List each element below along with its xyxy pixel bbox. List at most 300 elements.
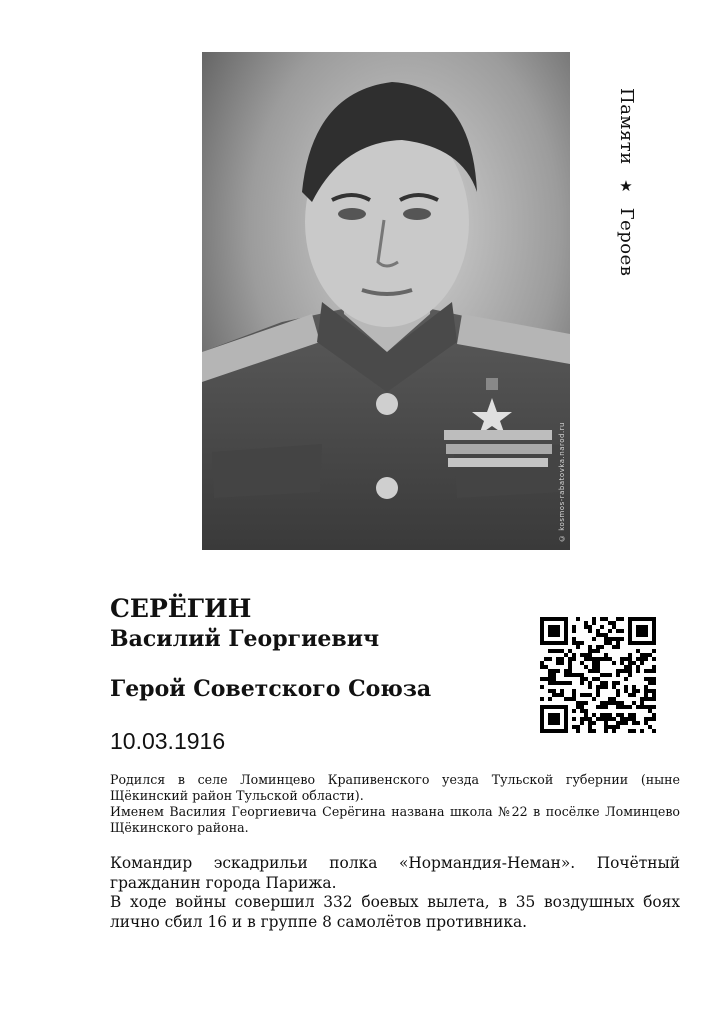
qr-module	[572, 629, 576, 633]
qr-module	[568, 661, 572, 665]
qr-module	[652, 677, 656, 681]
qr-module	[568, 649, 572, 653]
portrait-photo	[202, 52, 570, 550]
qr-module	[592, 621, 596, 625]
qr-module	[544, 705, 548, 709]
qr-module	[652, 617, 656, 621]
qr-module	[616, 669, 620, 673]
qr-module	[592, 617, 596, 621]
qr-module	[652, 713, 656, 717]
qr-module	[576, 673, 580, 677]
qr-module	[580, 705, 584, 709]
qr-module	[628, 729, 632, 733]
qr-module	[592, 649, 596, 653]
qr-module	[556, 693, 560, 697]
qr-module	[568, 697, 572, 701]
qr-module	[612, 697, 616, 701]
qr-module	[564, 653, 568, 657]
qr-module	[600, 701, 604, 705]
qr-module	[632, 617, 636, 621]
qr-module	[648, 669, 652, 673]
qr-module	[644, 625, 648, 629]
qr-module	[628, 637, 632, 641]
qr-module	[628, 673, 632, 677]
qr-module	[564, 673, 568, 677]
qr-module	[620, 721, 624, 725]
qr-module	[644, 669, 648, 673]
qr-module	[604, 713, 608, 717]
qr-module	[648, 641, 652, 645]
side-caption-part2: Героев	[616, 207, 637, 277]
qr-module	[588, 725, 592, 729]
qr-module	[612, 717, 616, 721]
qr-module	[604, 701, 608, 705]
qr-module	[636, 625, 640, 629]
qr-module	[648, 717, 652, 721]
qr-module	[560, 693, 564, 697]
qr-module	[652, 717, 656, 721]
qr-module	[584, 713, 588, 717]
qr-module	[632, 661, 636, 665]
qr-module	[596, 661, 600, 665]
qr-module	[584, 677, 588, 681]
qr-module	[604, 717, 608, 721]
qr-module	[628, 657, 632, 661]
qr-module	[652, 693, 656, 697]
qr-module	[604, 673, 608, 677]
qr-module	[644, 657, 648, 661]
qr-module	[588, 645, 592, 649]
qr-module	[540, 641, 544, 645]
qr-module	[628, 625, 632, 629]
qr-module	[548, 677, 552, 681]
qr-module	[608, 673, 612, 677]
qr-module	[624, 705, 628, 709]
qr-module	[620, 717, 624, 721]
qr-module	[600, 673, 604, 677]
qr-module	[592, 697, 596, 701]
qr-module	[620, 617, 624, 621]
qr-module	[644, 721, 648, 725]
qr-module	[552, 649, 556, 653]
qr-module	[548, 689, 552, 693]
qr-module	[588, 653, 592, 657]
qr-module	[564, 681, 568, 685]
qr-module	[560, 689, 564, 693]
qr-module	[604, 721, 608, 725]
qr-module	[544, 729, 548, 733]
qr-module	[608, 637, 612, 641]
qr-module	[616, 689, 620, 693]
qr-module	[648, 653, 652, 657]
qr-module	[600, 685, 604, 689]
qr-module	[548, 625, 552, 629]
qr-module	[644, 641, 648, 645]
qr-module	[552, 693, 556, 697]
qr-module	[620, 629, 624, 633]
photo-credit: © kosmos-rabatovka.narod.ru	[558, 422, 566, 542]
qr-module	[652, 669, 656, 673]
qr-module	[644, 653, 648, 657]
qr-module	[644, 693, 648, 697]
portrait-illustration	[202, 52, 570, 550]
qr-module	[644, 633, 648, 637]
qr-module	[572, 673, 576, 677]
qr-module	[600, 717, 604, 721]
qr-module	[564, 721, 568, 725]
qr-module	[596, 665, 600, 669]
qr-module	[592, 669, 596, 673]
qr-module	[640, 617, 644, 621]
qr-module	[608, 621, 612, 625]
qr-module	[556, 641, 560, 645]
qr-module	[652, 625, 656, 629]
qr-module	[600, 625, 604, 629]
qr-module	[548, 641, 552, 645]
qr-module	[588, 693, 592, 697]
qr-module	[540, 617, 544, 621]
qr-module	[640, 633, 644, 637]
qr-module	[628, 669, 632, 673]
qr-module	[636, 665, 640, 669]
qr-module	[648, 697, 652, 701]
qr-module	[648, 725, 652, 729]
qr-module	[608, 701, 612, 705]
qr-module	[552, 677, 556, 681]
qr-module	[580, 701, 584, 705]
qr-module	[612, 681, 616, 685]
qr-module	[600, 617, 604, 621]
qr-module	[560, 705, 564, 709]
qr-module	[576, 705, 580, 709]
qr-module	[620, 661, 624, 665]
qr-module	[548, 633, 552, 637]
qr-module	[616, 713, 620, 717]
qr-module	[652, 633, 656, 637]
qr-module	[612, 729, 616, 733]
qr-module	[632, 701, 636, 705]
qr-module	[652, 689, 656, 693]
qr-module	[556, 721, 560, 725]
qr-module	[544, 641, 548, 645]
qr-module	[560, 657, 564, 661]
qr-module	[652, 641, 656, 645]
qr-module	[552, 689, 556, 693]
qr-module	[572, 653, 576, 657]
qr-module	[644, 705, 648, 709]
qr-module	[556, 633, 560, 637]
qr-module	[628, 617, 632, 621]
qr-module	[552, 625, 556, 629]
qr-module	[584, 625, 588, 629]
qr-module	[588, 681, 592, 685]
qr-module	[604, 633, 608, 637]
qr-module	[592, 661, 596, 665]
qr-module	[628, 717, 632, 721]
qr-module	[648, 681, 652, 685]
star-icon: ★	[617, 176, 635, 196]
qr-module	[564, 629, 568, 633]
qr-module	[600, 633, 604, 637]
qr-module	[600, 645, 604, 649]
qr-module	[632, 717, 636, 721]
qr-module	[592, 657, 596, 661]
qr-module	[540, 705, 544, 709]
qr-module	[624, 689, 628, 693]
qr-module	[616, 673, 620, 677]
qr-module	[548, 657, 552, 661]
qr-module	[648, 677, 652, 681]
qr-module	[592, 665, 596, 669]
qr-module	[616, 693, 620, 697]
qr-module	[580, 673, 584, 677]
qr-module	[572, 717, 576, 721]
qr-module	[540, 729, 544, 733]
qr-module	[556, 625, 560, 629]
qr-module	[628, 629, 632, 633]
qr-module	[584, 717, 588, 721]
qr-module	[644, 689, 648, 693]
qr-code[interactable]	[540, 617, 656, 733]
qr-module	[552, 705, 556, 709]
qr-module	[568, 669, 572, 673]
side-caption	[616, 88, 637, 276]
qr-module	[648, 689, 652, 693]
qr-module	[616, 701, 620, 705]
birth-date: 10.03.1916	[110, 728, 226, 754]
qr-module	[552, 721, 556, 725]
qr-module	[588, 625, 592, 629]
qr-module	[592, 713, 596, 717]
qr-module	[552, 729, 556, 733]
qr-module	[632, 641, 636, 645]
qr-module	[564, 637, 568, 641]
qr-module	[636, 721, 640, 725]
qr-module	[564, 621, 568, 625]
qr-module	[652, 681, 656, 685]
qr-module	[560, 729, 564, 733]
qr-module	[596, 657, 600, 661]
qr-module	[616, 681, 620, 685]
qr-module	[548, 617, 552, 621]
person-title: Герой Советского Союза	[110, 676, 432, 702]
qr-module	[652, 621, 656, 625]
qr-module	[608, 641, 612, 645]
qr-module	[540, 629, 544, 633]
qr-module	[592, 729, 596, 733]
qr-module	[604, 685, 608, 689]
qr-module	[556, 717, 560, 721]
qr-module	[564, 709, 568, 713]
qr-module	[544, 665, 548, 669]
qr-module	[572, 697, 576, 701]
qr-module	[588, 721, 592, 725]
qr-module	[556, 661, 560, 665]
qr-module	[540, 721, 544, 725]
qr-module	[580, 721, 584, 725]
qr-module	[564, 669, 568, 673]
qr-module	[572, 637, 576, 641]
qr-module	[652, 705, 656, 709]
qr-module	[588, 685, 592, 689]
qr-module	[632, 685, 636, 689]
qr-module	[548, 681, 552, 685]
qr-module	[556, 657, 560, 661]
qr-module	[644, 629, 648, 633]
qr-module	[624, 669, 628, 673]
qr-module	[560, 649, 564, 653]
qr-module	[576, 617, 580, 621]
qr-module	[640, 705, 644, 709]
qr-module	[584, 621, 588, 625]
qr-module	[564, 633, 568, 637]
qr-module	[652, 665, 656, 669]
qr-module	[580, 653, 584, 657]
qr-module	[540, 685, 544, 689]
qr-module	[544, 677, 548, 681]
qr-module	[652, 729, 656, 733]
qr-module	[568, 681, 572, 685]
qr-module	[544, 657, 548, 661]
qr-module	[580, 717, 584, 721]
qr-module	[652, 629, 656, 633]
qr-module	[580, 693, 584, 697]
qr-module	[568, 665, 572, 669]
qr-module	[620, 705, 624, 709]
qr-module	[564, 717, 568, 721]
qr-module	[576, 725, 580, 729]
qr-module	[616, 617, 620, 621]
qr-module	[556, 729, 560, 733]
qr-module	[552, 633, 556, 637]
qr-module	[564, 617, 568, 621]
qr-module	[580, 661, 584, 665]
side-caption-part1: Памяти	[616, 88, 637, 165]
qr-module	[596, 677, 600, 681]
qr-module	[592, 677, 596, 681]
qr-module	[612, 637, 616, 641]
bio-paragraph-2: Именем Василия Георгиевича Серёгина названа школа №22 в посёлке Ломинцево Щёкинского района.	[110, 804, 680, 835]
qr-module	[628, 661, 632, 665]
qr-module	[632, 729, 636, 733]
qr-module	[604, 705, 608, 709]
qr-module	[596, 685, 600, 689]
qr-module	[608, 717, 612, 721]
qr-module	[576, 729, 580, 733]
qr-module	[628, 621, 632, 625]
qr-module	[604, 641, 608, 645]
qr-module	[628, 653, 632, 657]
qr-module	[620, 701, 624, 705]
qr-module	[588, 649, 592, 653]
qr-module	[636, 617, 640, 621]
qr-module	[652, 649, 656, 653]
qr-module	[648, 705, 652, 709]
qr-module	[636, 633, 640, 637]
qr-module	[540, 621, 544, 625]
qr-module	[620, 637, 624, 641]
qr-module	[640, 661, 644, 665]
qr-module	[576, 645, 580, 649]
qr-module	[640, 653, 644, 657]
qr-module	[608, 725, 612, 729]
qr-module	[644, 717, 648, 721]
qr-module	[588, 657, 592, 661]
qr-module	[628, 665, 632, 669]
qr-module	[652, 637, 656, 641]
qr-module	[604, 653, 608, 657]
qr-module	[572, 657, 576, 661]
qr-module	[636, 649, 640, 653]
qr-module	[556, 649, 560, 653]
qr-module	[588, 729, 592, 733]
qr-module	[560, 641, 564, 645]
qr-module	[540, 713, 544, 717]
qr-module	[644, 685, 648, 689]
person-surname: СЕРЁГИН	[110, 594, 252, 623]
qr-module	[604, 617, 608, 621]
qr-module	[564, 725, 568, 729]
qr-module	[580, 641, 584, 645]
qr-module	[580, 677, 584, 681]
qr-module	[604, 637, 608, 641]
qr-module	[588, 629, 592, 633]
qr-module	[640, 625, 644, 629]
qr-module	[548, 669, 552, 673]
qr-module	[652, 657, 656, 661]
qr-module	[540, 637, 544, 641]
qr-module	[556, 669, 560, 673]
qr-module	[592, 721, 596, 725]
qr-module	[548, 705, 552, 709]
qr-module	[648, 709, 652, 713]
qr-module	[600, 713, 604, 717]
qr-module	[552, 717, 556, 721]
qr-module	[572, 625, 576, 629]
qr-module	[548, 729, 552, 733]
qr-module	[548, 721, 552, 725]
qr-module	[556, 629, 560, 633]
qr-module	[540, 625, 544, 629]
qr-module	[552, 617, 556, 621]
qr-module	[580, 681, 584, 685]
qr-module	[548, 713, 552, 717]
qr-module	[604, 657, 608, 661]
qr-module	[640, 629, 644, 633]
qr-module	[616, 645, 620, 649]
bio-paragraph-3: Командир эскадрильи полка «Нормандия-Неман». Почётный гражданин города Парижа.	[110, 854, 680, 892]
qr-module	[540, 717, 544, 721]
qr-module	[576, 701, 580, 705]
qr-module	[600, 657, 604, 661]
qr-module	[640, 657, 644, 661]
qr-module	[616, 705, 620, 709]
qr-module	[560, 617, 564, 621]
bio-paragraph-1: Родился в селе Ломинцево Крапивенского уезда Тульской губернии (ныне Щёкинский район Тульской области).	[110, 772, 680, 803]
qr-module	[588, 717, 592, 721]
qr-module	[548, 697, 552, 701]
qr-module	[540, 665, 544, 669]
qr-module	[540, 677, 544, 681]
bio-paragraph-4: В ходе войны совершил 332 боевых вылета, в 35 воздушных боях лично сбил 16 и в группе 8 самолётов противника.	[110, 893, 680, 931]
qr-module	[584, 653, 588, 657]
qr-module	[592, 637, 596, 641]
qr-module	[612, 725, 616, 729]
qr-module	[644, 697, 648, 701]
qr-module	[612, 685, 616, 689]
qr-module	[636, 689, 640, 693]
qr-module	[560, 661, 564, 665]
